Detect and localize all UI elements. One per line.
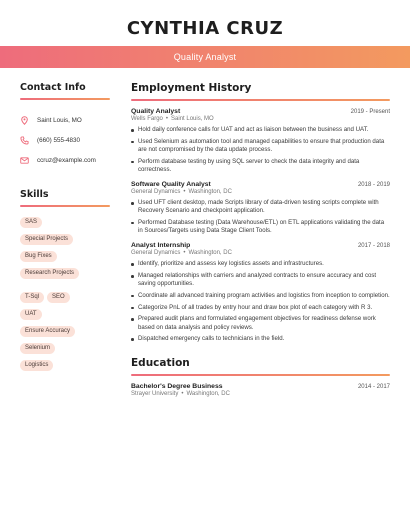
job-bullets [131,126,390,174]
skills-heading: Skills [20,189,49,200]
job-company: General Dynamics [131,189,181,196]
contact-info-heading: Contact Info [20,82,86,93]
job-bullet: Hold daily conference calls for UAT and act as liaison between the business and UAT. [131,126,390,134]
contact-location-text: Saint Louis, MO [37,116,82,124]
job-bullet: Prepared audit plans and formulated engagement objectives for readiness defense work based on data analysis and policy reviews. [131,315,390,331]
job-entry [131,242,390,343]
section-divider [20,205,110,207]
job-bullets [131,199,390,235]
job-company: Wells Fargo [131,116,163,122]
contact-location [20,110,110,130]
employment-history-heading: Employment History [131,82,252,94]
skills-list [20,217,110,371]
education-heading: Education [131,357,190,370]
job-company: General Dynamics [131,250,181,257]
job-entry [131,181,390,235]
job-bullet: Managed relationships with carriers and analyzed contracts to ensure accuracy and cost saving opportunities. [131,272,390,288]
skill-tag: Research Projects [20,268,79,279]
job-location: Saint Louis, MO [171,116,214,122]
job-title: Analyst Internship [131,242,191,250]
separator-dot: • [183,250,186,257]
location-pin-icon [20,116,29,125]
phone-icon [20,136,29,145]
job-bullet: Perform database testing by using SQL server to check the data integrity and data correctness. [131,158,390,174]
email-icon [20,156,29,165]
contact-list [20,110,110,170]
section-divider [131,99,390,101]
skill-tag: SEO [47,292,70,303]
contact-email [20,150,110,170]
job-bullet: Coordinate all advanced training program activities and logistics from inception to completion. [131,292,390,300]
job-title: Software Quality Analyst [131,181,211,189]
main-content [131,82,390,397]
school-name: Strayer University [131,391,179,398]
job-role-title: Quality Analyst [173,52,237,62]
section-divider [20,98,110,100]
separator-dot: • [181,391,184,398]
candidate-name: CYNTHIA CRUZ [126,18,284,39]
school-location: Washington, DC [186,391,230,398]
job-bullet: Identify, prioritize and assess key logistics assets and infrastructures. [131,260,390,268]
section-divider [131,374,390,376]
skill-tag: T-Sql [20,292,44,303]
education-entry [131,383,390,397]
job-bullets [131,260,390,343]
job-location: Washington, DC [188,189,232,196]
skill-tag: Bug Fixes [20,251,57,262]
skill-tag: Ensure Accuracy [20,326,75,337]
job-dates: 2019 - Present [350,109,390,115]
job-bullet: Dispatched emergency calls to technicians in the field. [131,335,390,343]
skill-tag: UAT [20,309,42,320]
role-banner [0,46,410,68]
separator-dot: • [165,116,169,122]
job-entry [131,108,390,174]
separator-dot: • [183,189,186,196]
job-bullet: Categorize PnL of all trades by entry hour and draw box plot of each category with R 3. [131,304,390,312]
job-bullet: Used UFT client desktop, made Scripts library of data-driven testing scripts complete with Recovery Scenario and checkpoint application. [131,199,390,215]
degree-title: Bachelor's Degree Business [131,383,223,391]
skill-tag: Selenium [20,343,55,354]
job-title: Quality Analyst [131,108,181,115]
skill-tag: Logistics [20,360,53,371]
contact-phone [20,130,110,150]
contact-phone-text: (660) 555-4830 [37,136,81,144]
education-dates: 2014 - 2017 [357,384,390,391]
sidebar [20,82,110,377]
skill-tag: Special Projects [20,234,73,245]
skill-tag: SAS [20,217,42,228]
job-bullet: Used Selenium as automation tool and managed capabilities to ensure that production data are not compromised by the data update process. [131,138,390,154]
job-dates: 2018 - 2019 [357,182,390,189]
job-bullet: Performed Database testing (Data Warehouse/ETL) on ETL applications validating the data in Sources/Targets using Data Stage Client Tools. [131,219,390,235]
contact-email-text: ccruz@example.com [37,156,96,164]
job-dates: 2017 - 2018 [357,243,390,250]
job-location: Washington, DC [188,250,232,257]
